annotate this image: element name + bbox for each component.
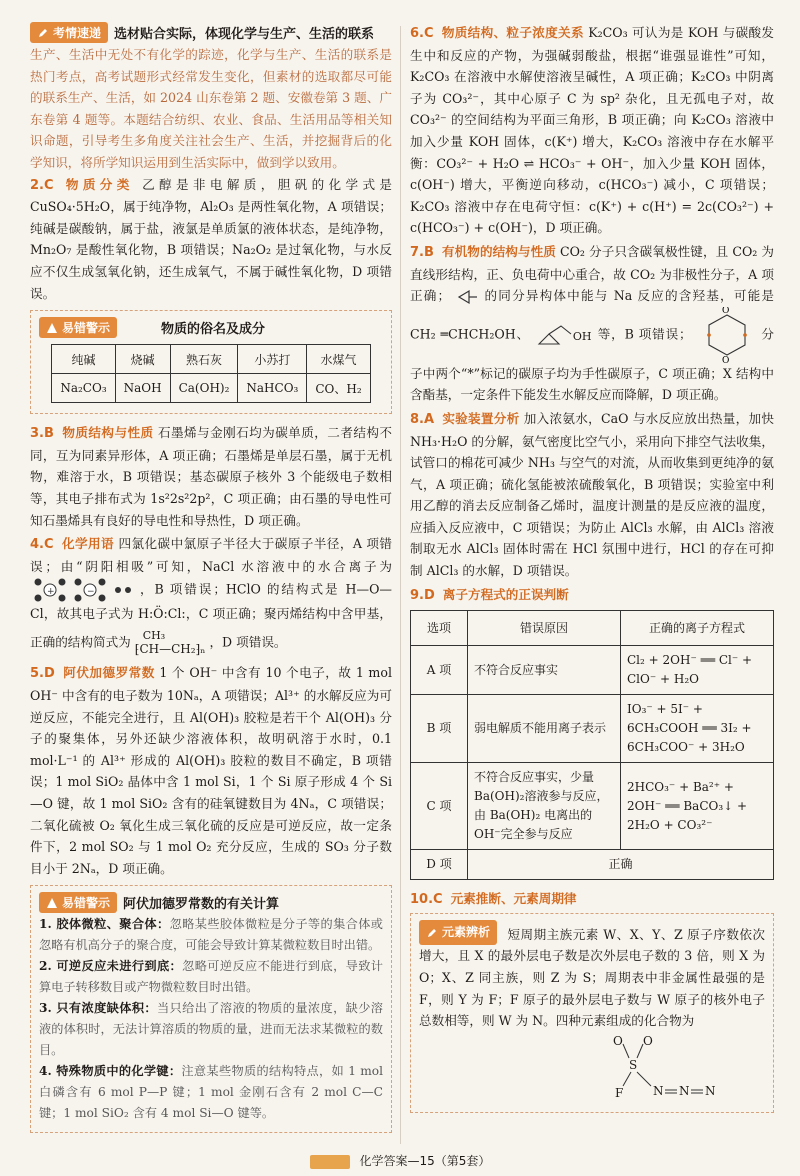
box2-badge: 易错警示 bbox=[39, 892, 117, 913]
q7-number: 7.B bbox=[410, 244, 434, 260]
column-divider bbox=[400, 26, 401, 1144]
table-row: Na₂CO₃ NaOH Ca(OH)₂ NaHCO₃ CO、H₂ bbox=[52, 374, 370, 403]
q5-text: 1 个 OH⁻ 中含有 10 个电子，故 1 mol OH⁻ 中含有的电子数为 10Nₐ，A 项错误；Al³⁺ 的水解反应为可逆反应，不能完全进行，且 Al(OH)₃ 胶粒是若干个 Al(OH)₃ 分子的聚集体，另外还缺少溶液体积，故明矾溶于水时，0.1 mol·L⁻¹ 的 Al³⁺ 形成的 Al(OH)₃ 胶粒的数目不确定，B 项错误；1 mol SiO₂ 晶体中含 1 mol Si，1 个 Si 原子形成 4 个 Si—O 键，故 1 mol SiO₂ 含有的硅氧键数目为 4Nₐ，C 项错误；二氧化硫被 O₂ 氧化生成三氧化硫的反应是可逆反应，故一定条件下，2 mol SO₂ 与 1 mol O₂ 充分反应，生成的 SO₃ 分子数目小于 2Nₐ，D 项正确。 bbox=[30, 665, 392, 876]
q4-block bbox=[30, 533, 392, 660]
polypropylene-structure bbox=[135, 625, 206, 661]
hydroxyl-label: OH bbox=[572, 329, 592, 343]
q2-block bbox=[30, 174, 392, 305]
common-names-table bbox=[51, 344, 370, 403]
table-row: 纯碱 烧碱 熟石灰 小苏打 水煤气 bbox=[52, 345, 370, 374]
q7-text-1: CO₂ 分子只含碳氧极性键，且 CO₂ 为直线形结构，正、负电荷中心重合，故 CO₂ 为非极性分子，A 项正确； bbox=[410, 243, 775, 304]
q8-topic: 实验装置分析 bbox=[442, 410, 520, 426]
q5-number: 5.D bbox=[30, 666, 55, 682]
q2-number: 2.C bbox=[30, 177, 54, 193]
q5-block bbox=[30, 662, 392, 879]
intro-text: 生产、生活中无处不有化学的踪迹，化学与生产、生活的联系是热门考点，高考试题形式经常发生变化，但素材的选取都尽可能的联系生产、生活，如 2024 山东卷第 2 题、安徽卷第 3 题、广东卷第 4 题等。本题结合纺织、农业、食品、生活用品等相关知识命题，引导考生多角度关注社会生产、生活，并挖掘背后的化学知识，将所学知识运用到生活实际中，做到学以致用。 bbox=[30, 47, 392, 170]
element-badge: 元素辨析 bbox=[419, 920, 497, 946]
q6-block bbox=[410, 22, 774, 239]
list-item: 2. 可逆反应未进行到底：忽略可逆反应不能进行到底，导致计算电子转移数目或产物微粒数目时出错。 bbox=[39, 959, 383, 995]
box1-badge: 易错警示 bbox=[39, 317, 117, 338]
element-analysis-text-block bbox=[419, 920, 765, 1032]
q7-topic: 有机物的结构与性质 bbox=[441, 243, 556, 259]
atom-s: S bbox=[629, 1057, 638, 1072]
q4-text-1: 四氯化碳中氯原子半径大于碳原子半径，A 项错误；由“阴阳相吸”可知，NaCl 水溶液中的水合离子为 bbox=[30, 536, 392, 574]
q2-text: 乙醇是非电解质，胆矾的化学式是 CuSO₄·5H₂O，属于纯净物，Al₂O₃ 是两性氧化物，A 项错误；纯碱是碳酸钠，属于盐，液氯是单质氯的液体状态，是纯净物，Mn₂O₇ 是酸性氧化物，B 项错误；Na₂O₂ 是过氧化物，与水反应不仅生成氢氧化钠，还生成氧气，不属于碱性氧化物，D 项错误。 bbox=[30, 176, 393, 301]
pencil-icon bbox=[37, 27, 49, 39]
box-element-analysis bbox=[410, 913, 774, 1113]
pencil-icon bbox=[426, 927, 438, 939]
q9-topic: 离子方程式的正误判断 bbox=[442, 586, 569, 602]
q4-text-3: ，D 项错误。 bbox=[209, 634, 287, 650]
q8-number: 8.A bbox=[410, 411, 435, 427]
page-footer bbox=[0, 1152, 800, 1169]
q9-number: 9.D bbox=[410, 587, 435, 603]
ion-equation-table bbox=[410, 610, 774, 880]
atom-f: F bbox=[615, 1085, 624, 1100]
box-avogadro bbox=[30, 885, 392, 1133]
svg-text:−: − bbox=[87, 587, 95, 598]
warning-icon bbox=[46, 322, 58, 334]
q3-topic: 物质结构与性质 bbox=[61, 425, 154, 441]
q8-block bbox=[410, 408, 774, 582]
element-analysis-text: 短周期主族元素 W、X、Y、Z 原子序数依次增大，且 X 的最外层电子数是次外层电子数的 3 倍，则 X 为 O；X、Z 同主族，则 Z 为 S；周期表中非金属性最强的是 F，则 Y 为 F；F 原子的最外层电子数与 W 原子的核外电子总数相等，则 W 为 N。四种元素组成的化合物为 bbox=[419, 926, 765, 1029]
intro-badge: 考情速递 bbox=[30, 22, 108, 43]
q3-block bbox=[30, 422, 392, 531]
q6-topic: 物质结构、粒子浓度关系 bbox=[441, 25, 584, 40]
atom-o-right: O bbox=[643, 1033, 653, 1048]
box1-title: 物质的俗名及成分 bbox=[161, 322, 266, 338]
cyclic-ester-structure bbox=[697, 307, 757, 363]
list-item: 3. 只有浓度缺体积：当只给出了溶液的物质的量浓度，缺少溶液的体积时，无法计算溶质的物质的量，进而无法求某微粒的数目。 bbox=[39, 1001, 383, 1058]
q4-topic: 化学用语 bbox=[61, 536, 115, 552]
q7-block bbox=[410, 241, 774, 406]
epoxide-structure bbox=[455, 287, 479, 307]
q7-text-4: 分子中两个“*”标记的碳原子均为手性碳原子，C 项正确；X 结构中含酯基，一定条件下能发生水解反应而降解，D 项正确。 bbox=[410, 326, 774, 403]
footer-text: 化学答案—15（第5套） bbox=[359, 1154, 491, 1168]
q7-text-2: 的同分异构体中能与 Na 反应的含羟基，可能是 CH₂ ═CHCH₂OH、 bbox=[410, 288, 774, 342]
left-column bbox=[30, 22, 392, 1141]
svg-text:O: O bbox=[721, 306, 729, 316]
atom-n-3: N bbox=[705, 1083, 716, 1098]
atom-n-1: N bbox=[653, 1083, 664, 1098]
warning-icon bbox=[46, 897, 58, 909]
table-row: A 项 不符合反应事实 Cl₂ + 2OH⁻ ══ Cl⁻ + ClO⁻ + H₂O bbox=[411, 646, 774, 695]
q8-text: 加入浓氨水，CaO 与水反应放出热量，加快 NH₃·H₂O 的分解，氨气密度比空气小，采用向下排空气法收集，试管口的棉花可减少 NH₃ 与空气的对流，从而收集到更纯净的氨气，A 项正确；硫化氢能被浓硫酸氧化，B 项错误；实验室中利用乙醇的消去反应制备乙烯时，温度计测量的是反应液的温度，应插入反应液中，C 项错误；为防止 AlCl₃ 水解，由 AlCl₃ 溶液制取无水 AlCl₃ 固体时需在 HCl 氛围中进行，HCl 的存在可抑制 AlCl₃ 的水解，D 项错误。 bbox=[410, 410, 774, 579]
methyl-label: CH₃ bbox=[142, 628, 166, 642]
box-common-names bbox=[30, 310, 392, 414]
table-header-row: 选项 错误原因 正确的离子方程式 bbox=[411, 611, 774, 646]
table-row: B 项 弱电解质不能用离子表示 IO₃⁻ + 5I⁻ + 6CH₃COOH ══ 3I₂ + 6CH₃COO⁻ + 3H₂O bbox=[411, 695, 774, 763]
q3-number: 3.B bbox=[30, 426, 54, 442]
q3-text: 石墨烯与金刚石均为碳单质，二者结构不同，互为同素异形体，A 项正确；石墨烯是单层石墨，属于无机物，难溶于水，B 项错误；基态碳原子核外 3 个能级电子数相等，其电子排布式为 1s²2s²2p²，C 项正确；由石墨的导电性可知石墨烯具有良好的导电性和导热性，D 项正确。 bbox=[30, 425, 393, 528]
q2-topic: 物质分类 bbox=[61, 176, 134, 192]
atom-o-left: O bbox=[613, 1033, 623, 1048]
q10-number: 10.C bbox=[410, 892, 443, 908]
polymer-label: ⁅CH—CH₂⁆ₙ bbox=[134, 641, 206, 656]
q6-number: 6.C bbox=[410, 26, 434, 41]
compound-structure bbox=[599, 1034, 749, 1104]
cyclopropyl-methanol-structure bbox=[535, 320, 593, 350]
intro-title: 选材贴合实际，体现化学与生产、生活的联系 bbox=[114, 27, 375, 42]
q10-header bbox=[410, 888, 774, 911]
svg-text:O: O bbox=[721, 355, 729, 363]
q4-text-2: ，B 项错误；HClO 的结构式是 H—O—Cl，故其电子式为 H:Ö:Cl:，C 项正确；聚丙烯结构中含甲基，正确的结构简式为 bbox=[30, 581, 392, 650]
box2-title: 阿伏加德罗常数的有关计算 bbox=[123, 897, 280, 913]
q9-header bbox=[410, 584, 774, 607]
q6-text: K₂CO₃ 可认为是 KOH 与碳酸发生中和反应的产物，为强碱弱酸盐，根据“谁强显谁性”可知，K₂CO₃ 在溶液中水解使溶液呈碱性，A 项正确；K₂CO₃ 中阴离子为 CO₃²⁻，其中心原子 C 为 sp² 杂化，且无孤电子对，故 CO₃²⁻ 的空间结构为平面三角形，B 项正确；向 K₂CO₃ 溶液中加入少量 KOH 固体，c(K⁺) 增大，K₂CO₃ 溶液中存在水解平衡：CO₃²⁻ + H₂O ⇌ HCO₃⁻ + OH⁻，加入少量 KOH 固体，c(OH⁻) 增大，平衡逆向移动，c(HCO₃⁻) 减小，C 项错误；K₂CO₃ 溶液中存在电荷守恒：c(K⁺) + c(H⁺) = 2c(CO₃²⁻) + c(HCO₃⁻) + c(OH⁻)，D 项正确。 bbox=[410, 25, 775, 236]
hydrated-ion-diagram bbox=[30, 577, 134, 603]
atom-n-2: N bbox=[679, 1083, 690, 1098]
intro-header bbox=[30, 22, 392, 43]
q7-text-3: 等，B 项错误； bbox=[597, 326, 692, 342]
svg-text:+: + bbox=[47, 587, 55, 598]
q4-number: 4.C bbox=[30, 537, 54, 553]
q10-topic: 元素推断、元素周期律 bbox=[450, 891, 577, 907]
right-column bbox=[410, 22, 774, 1121]
table-row: C 项 不符合反应事实，少量 Ba(OH)₂溶液参与反应，由 Ba(OH)₂ 电离出的 OH⁻完全参与反应 2HCO₃⁻ + Ba²⁺ + 2OH⁻ ══ BaCO₃↓ + 2H₂O + CO₃²⁻ bbox=[411, 763, 774, 850]
table-row: D 项 正确 bbox=[411, 850, 774, 880]
q5-topic: 阿伏加德罗常数 bbox=[62, 665, 155, 681]
publisher-logo bbox=[310, 1155, 350, 1169]
list-item: 1. 胶体微粒、聚合体：忽略某些胶体微粒是分子等的集合体或忽略有机高分子的聚合度，可能会导致计算某微粒数目时出错。 bbox=[39, 917, 383, 953]
list-item: 4. 特殊物质中的化学键：注意某些物质的结构特点，如 1 mol 白磷含有 6 mol P—P 键；1 mol 金刚石含有 2 mol C—C 键；1 mol SiO₂ 含有 4 mol Si—O 键等。 bbox=[39, 1064, 383, 1121]
